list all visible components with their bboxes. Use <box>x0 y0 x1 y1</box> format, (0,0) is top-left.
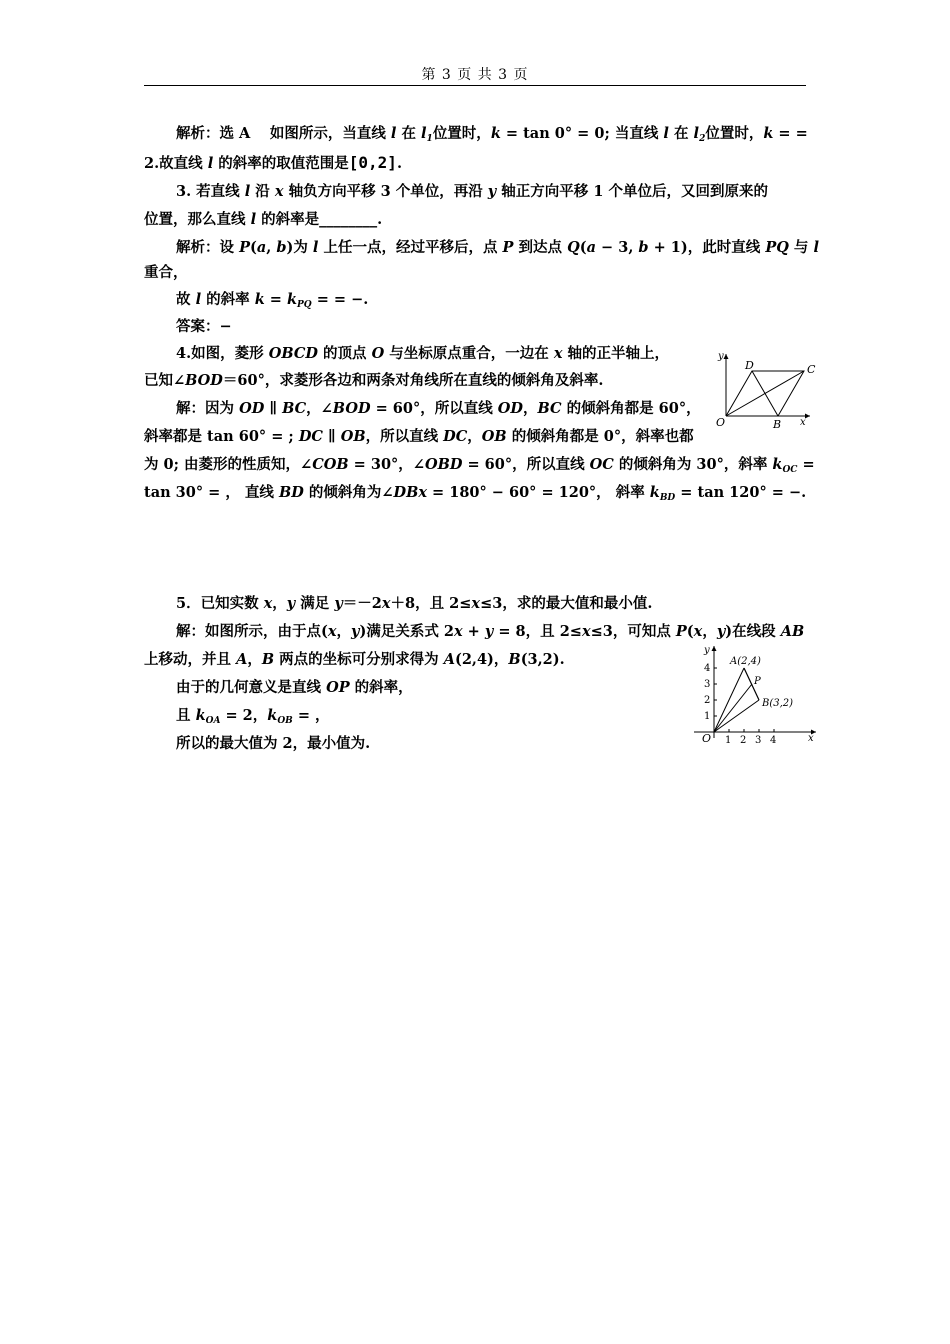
point-b-label: B(3,2) <box>762 698 794 709</box>
question-5: 5．已知实数 x，y 满足 y＝－2x＋8，且 2≤x≤3，求的最大值和最小值. <box>176 595 653 612</box>
fig2-ytick-label-2: 2 <box>704 695 711 706</box>
point-p-label: P <box>754 676 761 687</box>
fig1-d-label: D <box>745 359 754 372</box>
question-3-line-2: 位置，那么直线 l 的斜率是________. <box>144 211 383 228</box>
answer-5-line-4: 且 $k_{OA} = 2$，$k_{OB}$ = ， <box>176 707 330 726</box>
rhombus-figure <box>712 346 820 430</box>
answer-4-line-4: tan 30° = ， 直线 BD 的倾斜角为∠DBx = 180° − 60° = 120°， 斜率 $k_{BD} = \tan 120^\circ$ = −. <box>144 484 807 503</box>
fig2-xtick-label-1: 1 <box>725 735 732 746</box>
diagonal-bd <box>752 371 778 416</box>
fig2-o-label: O <box>702 732 712 745</box>
answer-5-line-1: 解：如图所示，由于点(x，y)满足关系式 2x + y = 8，且 2≤x≤3，可知点 P(x，y)在线段 AB <box>176 623 805 640</box>
fig2-xtick-label-2: 2 <box>740 735 747 746</box>
fig2-x-label: x <box>808 733 814 744</box>
segment-figure <box>690 642 820 746</box>
fig1-y-label: y <box>718 351 724 362</box>
fig1-o-label: O <box>716 416 726 429</box>
answer-4-line-1: 解：因为 OD ∥ BC，∠BOD = 60°，所以直线 OD，BC 的倾斜角都是 60°， <box>176 400 701 417</box>
answer-5-line-3: 由于的几何意义是直线 OP 的斜率， <box>176 679 413 696</box>
question-4-line-2: 已知∠BOD＝60°，求菱形各边和两条对角线所在直线的倾斜角及斜率. <box>144 372 604 389</box>
solution-1-line-1: 解析：选 A 如图所示，当直线 l 在 $l_1$位置时，k = tan 0° = 0; 当直线 l 在 $l_2$位置时，k = = <box>176 125 808 144</box>
header-rule <box>144 85 806 86</box>
fig2-ytick-label-3: 3 <box>704 679 711 690</box>
page-header: 第 3 页 共 3 页 <box>421 67 529 83</box>
fig2-y-arrow <box>712 646 717 651</box>
question-4-line-1: 4.如图，菱形 OBCD 的顶点 O 与坐标原点重合，一边在 x 轴的正半轴上， <box>176 345 670 362</box>
fig1-y-arrow <box>724 354 729 359</box>
answer-5-line-2: 上移动，并且 A，B 两点的坐标可分别求得为 A(2,4)，B(3,2). <box>144 651 565 668</box>
answer-3-line-3: 故 l 的斜率 $k = k_{PQ}$ = = −. <box>176 291 369 310</box>
fig1-x-label: x <box>800 417 806 428</box>
fig2-xtick-label-3: 3 <box>755 735 762 746</box>
fig2-y-label: y <box>704 645 710 656</box>
fig1-b-label: B <box>773 418 782 430</box>
line-ob <box>714 700 759 732</box>
fig2-xtick-label-4: 4 <box>770 735 777 746</box>
answer-3-line-1: 解析：设 P(a, b)为 l 上任一点，经过平移后，点 P 到达点 Q(a − 3, b + 1)，此时直线 PQ 与 l <box>176 239 819 256</box>
answer-5-line-5: 所以的最大值为 2，最小值为. <box>176 735 371 752</box>
answer-4-line-3: 为 0; 由菱形的性质知，∠COB = 30°，∠OBD = 60°，所以直线 OC 的倾斜角为 30°，斜率 $k_{OC}$ = <box>144 456 815 475</box>
answer-3-line-2: 重合， <box>144 264 188 281</box>
solution-1-line-2: 2.故直线 l 的斜率的取值范围是[0,2]. <box>144 153 402 172</box>
fig1-x-arrow <box>805 414 810 419</box>
fig1-c-label: C <box>807 363 816 376</box>
fig2-ytick-label-1: 1 <box>704 711 711 722</box>
question-3-line-1: 3. 若直线 l 沿 x 轴负方向平移 3 个单位，再沿 y 轴正方向平移 1 个单位后，又回到原来的 <box>176 183 768 200</box>
point-a-label: A(2,4) <box>730 656 761 667</box>
fig2-ytick-label-4: 4 <box>704 663 711 674</box>
answer-3-final: 答案：− <box>176 318 232 335</box>
answer-4-line-2: 斜率都是 tan 60° = ; DC ∥ OB，所以直线 DC，OB 的倾斜角都是 0°，斜率也都 <box>144 428 694 445</box>
